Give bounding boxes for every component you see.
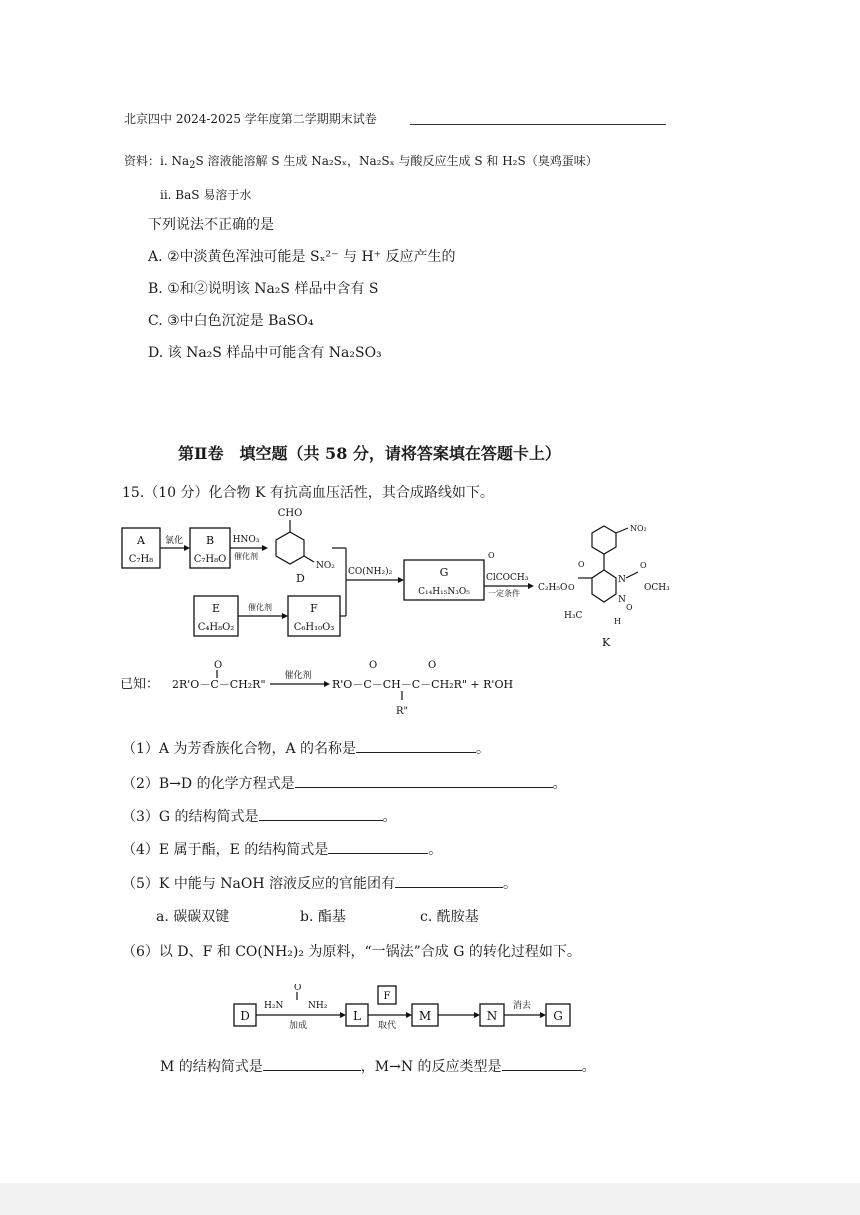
k-och3-group: OCH₃ [644,583,670,593]
known-arrow-label: 催化剂 [284,671,312,681]
flow-node-d: D [240,1009,250,1023]
known-product: R'O－C－CH－C－CH₂R" + R'OH [332,678,514,691]
flow-urea-right: NH₂ [308,1001,328,1011]
arrow3-catalyst: 催化剂 [248,603,272,612]
k-ch3-group: H₃C [564,611,583,621]
box-b-formula: C₇H₈O [193,554,227,565]
known-product-o1: O [369,660,378,671]
flow-node-g: G [553,1009,563,1023]
arrow4-reagent: CO(NH₂)₂ [348,567,393,577]
q15-sub3: （3）G 的结构简式是 。 [122,806,397,826]
flow-node-m: M [418,1009,432,1023]
arrow5-o: O [488,551,495,560]
k-h: H [614,617,621,626]
arrow1-label: 氯化 [164,536,184,546]
answer-blank-3[interactable] [259,806,383,821]
q15-sub5-choice-a: a. 碳碳双键 [156,909,230,925]
q15-sub5-choice-b: b. 酯基 [300,909,346,925]
exam-header [124,110,377,127]
flow-step-elimination: 消去 [512,1001,532,1011]
known-product-r: R" [396,706,409,717]
q14-option-b: B. ①和②说明该 Na₂S 样品中含有 S [148,281,379,297]
d-no2-group: NO₂ [316,561,335,571]
header-rule [410,124,666,125]
box-g-label: G [439,566,449,579]
box-a-label: A [137,534,145,547]
k-n1: N [618,575,626,585]
materials-line-2: ii. BaS 易溶于水 [160,188,252,202]
box-e-formula: C₄H₈O₂ [197,622,235,633]
q15-sub1: （1）A 为芳香族化合物，A 的名称是 。 [122,738,490,758]
flow-node-l: L [353,1009,361,1023]
box-b-label: B [205,534,215,547]
flow-urea-left: H₂N [264,1001,284,1011]
flow-step-addition: 加成 [288,1021,308,1031]
section-2-title: 第Ⅱ卷 填空题（共 58 分，请将答案填在答题卡上） [178,444,561,463]
exam-header-title: 北京四中 2024-2025 学年度第二学期期末试卷 [124,112,377,126]
materials-line-1: 资料：i. $Na_2S$ 溶液能溶解 S 生成 Na₂Sₓ，Na₂Sₓ 与酸反应生成 S 和 H₂S（臭鸡蛋味） [124,154,598,171]
arrow5-condition: 一定条件 [488,589,520,598]
one-pot-flow [230,984,580,1034]
k-n2: N [618,595,626,605]
k-no2-group: NO₂ [630,524,647,533]
q14-stem: 下列说法不正确的是 [148,217,274,233]
flow-step-substitution: 取代 [377,1021,397,1031]
q14-option-a: A. ②中淡黄色浑浊可能是 Sₓ²⁻ 与 H⁺ 反应产生的 [148,249,456,265]
flow-urea-o: O [294,984,302,993]
q15-sub5: （5）K 中能与 NaOH 溶液反应的官能团有 。 [122,873,517,893]
box-e-label: E [211,602,221,615]
synthesis-scheme [118,506,690,656]
compound-d-label: D [296,572,305,585]
known-reactant: 2R'O－C－CH₂R" [172,678,266,691]
answer-blank-4[interactable] [328,839,428,854]
known-reaction [118,656,558,718]
q15-sub6: （6）以 D、F 和 CO(NH₂)₂ 为原料，“一锅法”合成 G 的转化过程如下。 [122,944,581,960]
answer-blank-m-structure[interactable] [263,1056,361,1071]
q15-sub4: （4）E 属于酯，E 的结构简式是 。 [122,839,442,859]
answer-blank-reaction-type[interactable] [502,1056,582,1071]
answer-blank-2[interactable] [295,773,553,788]
compound-k-label: K [602,636,611,649]
k-o1: O [578,560,585,569]
known-reactant-o: O [214,660,223,671]
flow-node-n: N [486,1009,498,1023]
q14-option-c: C. ③中白色沉淀是 BaSO₄ [148,313,314,329]
known-product-o2: O [428,660,437,671]
answer-blank-5[interactable] [395,873,503,888]
k-o3: O [640,561,647,570]
k-o4: O [626,603,633,612]
box-f-label: F [310,602,318,615]
answer-blank-1[interactable] [356,738,476,753]
box-f-formula: C₆H₁₀O₃ [293,622,335,633]
q15-final-line: M 的结构简式是 ，M→N 的反应类型是 。 [160,1056,596,1076]
page-bottom-band [0,1183,860,1215]
q15-intro: 15.（10 分）化合物 K 有抗高血压活性，其合成路线如下。 [122,485,494,501]
known-prefix: 已知： [120,677,160,692]
q15-sub5-choice-c: c. 酰胺基 [420,909,479,925]
d-cho-group: CHO [277,508,303,519]
arrow2-catalyst: 催化剂 [234,552,258,561]
q15-sub2: （2）B→D 的化学方程式是 。 [122,773,567,793]
q14-option-d: D. 该 Na₂S 样品中可能含有 Na₂SO₃ [148,345,382,361]
box-g-formula: C₁₄H₁₅N₃O₅ [418,587,470,597]
k-ester-group: C₂H₅O [538,583,568,593]
box-a-formula: C₇H₈ [128,554,154,565]
arrow2-reagent: HNO₃ [232,535,260,545]
flow-reagent-f: F [383,991,391,1002]
arrow5-reagent: ClCOCH₃ [486,573,529,583]
k-o2: O [568,583,575,592]
